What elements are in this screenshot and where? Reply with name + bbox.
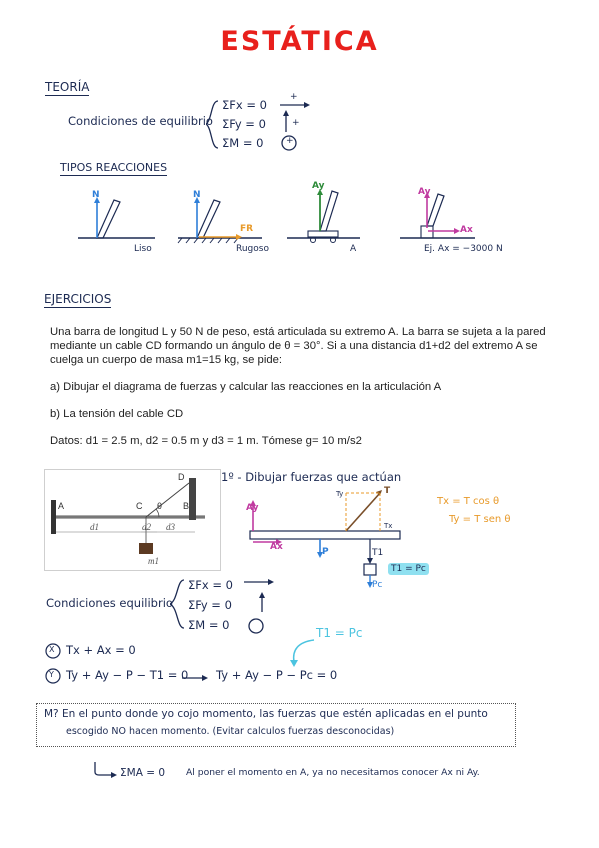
solution-step1: 1º - Dibujar fuerzas que actúan	[221, 470, 402, 484]
theory-plus-fy: +	[292, 118, 300, 128]
fig-label-m1: m1	[148, 556, 159, 566]
implies-arrow	[180, 672, 210, 684]
fig-label-theta: θ	[157, 501, 163, 511]
note-line1: M? En el punto donde yo cojo momento, las fuerzas que estén aplicadas en el punto	[44, 708, 488, 720]
section-ejercicios: EJERCICIOS	[44, 292, 112, 306]
fbd-ay: Ay	[246, 503, 259, 513]
label-liso: Liso	[134, 244, 152, 254]
label-rugoso: Rugoso	[236, 244, 269, 254]
solution-eq-fx: ΣFx = 0	[188, 578, 233, 592]
fig-label-d2: d2	[142, 522, 151, 532]
fig-label-d1: d1	[90, 522, 99, 532]
fbd-t: T	[384, 486, 391, 496]
fbd-tx: Tx	[384, 522, 393, 530]
reaction-ay: Ay	[312, 181, 325, 191]
solution-eq-m: ΣM = 0	[188, 618, 230, 632]
ty-definition: Ty = T sen θ	[449, 514, 511, 525]
fbd-t1: T1	[372, 548, 384, 558]
theory-label: Condiciones de equilibrio	[68, 114, 213, 128]
theory-eq-fy: ΣFy = 0	[222, 117, 266, 131]
problem-p1: Una barra de longitud L y 50 N de peso, está articulada su extremo A. La barra se sujeta a la pared mediante un cable CD formando un ángulo de θ = 30°. Si a una distancia d1+d2 del extremo A se cuelga un cuerpo de masa m1=15 kg, se pide:	[50, 326, 546, 366]
fig-label-c: C	[136, 501, 143, 511]
solution-eq-fy: ΣFy = 0	[188, 598, 232, 612]
t1-pc-arrow	[284, 634, 324, 668]
reaction-ax-emp: Ax	[460, 225, 473, 235]
section-teoria: TEORÍA	[45, 80, 90, 94]
fig-label-b: B	[183, 501, 190, 511]
moment-text: Al poner el momento en A, ya no necesitamos conocer Ax ni Ay.	[186, 767, 480, 778]
eq-x: Tx + Ax = 0	[66, 643, 136, 657]
problem-p2: a) Dibujar el diagrama de fuerzas y calcular las reacciones en la articulación A	[50, 381, 442, 393]
reaction-n-liso: N	[92, 190, 100, 200]
problem-p3: b) La tensión del cable CD	[50, 408, 184, 420]
theory-plus-m: +	[286, 136, 294, 146]
fbd-ty: Ty	[336, 490, 344, 498]
eq-y-2: Ty + Ay − P − Pc = 0	[216, 668, 338, 682]
tx-definition: Tx = T cos θ	[437, 496, 500, 507]
problem-figure	[44, 469, 221, 571]
note-line2: escogido NO hacen momento. (Evitar calculos fuerzas desconocidas)	[66, 726, 395, 737]
solution-cond-label: Condiciones equilibrio	[46, 596, 173, 610]
fbd-t1-pc-badge: T1 = Pc	[388, 563, 429, 575]
problem-p4: Datos: d1 = 2.5 m, d2 = 0.5 m y d3 = 1 m. Tómese g= 10 m/s2	[50, 435, 362, 447]
reaction-n-rugoso: N	[193, 190, 201, 200]
y-mark: Y	[49, 670, 54, 679]
fig-label-d: D	[178, 472, 185, 482]
eq-y: Ty + Ay − P − T1 = 0	[66, 668, 189, 682]
fbd-p: P	[322, 547, 329, 557]
theory-eq-fx: ΣFx = 0	[222, 98, 267, 112]
page-title: ESTÁTICA	[220, 26, 379, 57]
t1-pc-note: T1 = Pc	[316, 626, 363, 640]
fbd-ax: Ax	[270, 542, 283, 552]
reaction-ay-emp: Ay	[418, 187, 431, 197]
x-mark: X	[49, 645, 55, 654]
theory-plus-fx: +	[290, 92, 298, 102]
fig-label-a: A	[58, 501, 65, 511]
section-tipos: TIPOS REACCIONES	[60, 161, 168, 174]
moment-eq: ΣMA = 0	[120, 767, 166, 779]
fig-label-d3: d3	[166, 522, 175, 532]
theory-eq-m: ΣM = 0	[222, 136, 264, 150]
label-ej: Ej. Ax = −3000 N	[424, 244, 503, 254]
problem-statement	[50, 325, 565, 461]
moment-hook-arrow	[92, 760, 118, 780]
reaction-fr: FR	[240, 224, 254, 234]
fbd-pc: Pc	[372, 580, 383, 590]
label-a: A	[350, 244, 357, 254]
